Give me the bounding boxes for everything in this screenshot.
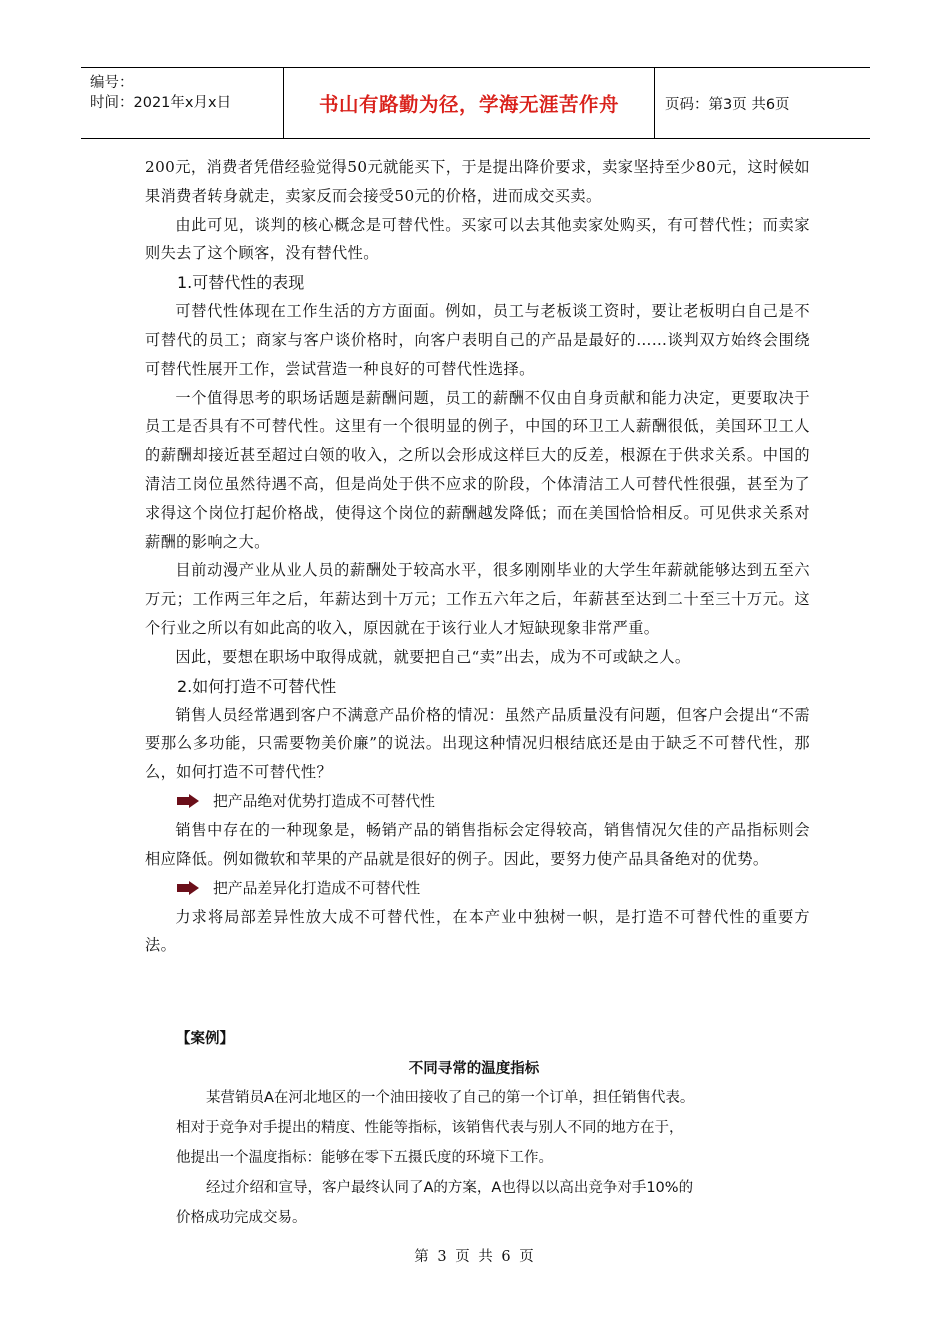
header-meta bbox=[81, 68, 284, 138]
case-line-5: 价格成功完成交易。 bbox=[176, 1210, 307, 1226]
case-line-3: 他提出一个温度指标：能够在零下五摄氏度的环境下工作。 bbox=[176, 1150, 553, 1166]
header-motto-cell bbox=[284, 68, 655, 138]
paragraph-3: 可替代性体现在工作生活的方方面面。例如，员工与老板谈工资时，要让老板明白自己是不可替代的员工；商家与客户谈价格时，向客户表明自己的产品是最好的……谈判双方始终会围绕可替代性展开工作，尝试营造一种良好的可替代性选择。 bbox=[145, 302, 810, 378]
dark-red-arrow-icon bbox=[177, 794, 199, 808]
case-body bbox=[176, 1083, 796, 1233]
case-line-2: 相对于竞争对手提出的精度、性能等指标，该销售代表与别人不同的地方在于， bbox=[176, 1120, 684, 1136]
case-line-4: 经过介绍和宣导，客户最终认同了A的方案，A也得以以高出竞争对手10%的 bbox=[206, 1180, 694, 1196]
header-page-cell bbox=[655, 68, 870, 138]
bullet-item-1 bbox=[145, 787, 810, 816]
case-line-1: 某营销员A在河北地区的一个油田接收了自己的第一个订单，担任销售代表。 bbox=[206, 1090, 695, 1106]
document-body bbox=[145, 153, 810, 960]
case-title: 不同寻常的温度指标 bbox=[408, 1061, 540, 1077]
bullet-item-2 bbox=[145, 874, 810, 903]
header-motto: 书山有路勤为径，学海无涯苦作舟 bbox=[318, 93, 619, 116]
paragraph-4: 一个值得思考的职场话题是薪酬问题，员工的薪酬不仅由自身贡献和能力决定，更要取决于员工是否具有不可替代性。这里有一个很明显的例子，中国的环卫工人薪酬很低，美国环卫工人的薪酬却接近甚至超过白领的收入，之所以会形成这样巨大的反差，根源在于供求关系。中国的清洁工岗位虽然待遇不高，但是尚处于供不应求的阶段，个体清洁工人可替代性很强，甚至为了求得这个岗位打起价格战，使得这个岗位的薪酬越发降低；而在美国恰恰相反。可见供求关系对薪酬的影响之大。 bbox=[145, 388, 810, 551]
case-tag: 【案例】 bbox=[176, 1031, 234, 1047]
paragraph-1: 200元，消费者凭借经验觉得50元就能买下，于是提出降价要求，卖家坚持至少80元，这时候如果消费者转身就走，卖家反而会接受50元的价格，进而成交买卖。 bbox=[145, 158, 810, 205]
paragraph-7: 销售人员经常遇到客户不满意产品价格的情况：虽然产品质量没有问题，但客户会提出“不需要那么多功能，只需要物美价廉”的说法。出现这种情况归根结底还是由于缺乏不可替代性，那么，如何打造不可替代性？ bbox=[145, 705, 810, 782]
section-heading-2: 2.如何打造不可替代性 bbox=[177, 676, 337, 696]
paragraph-6: 因此，要想在职场中取得成就，就要把自己“卖”出去，成为不可或缺之人。 bbox=[175, 647, 691, 666]
dark-red-arrow-icon bbox=[177, 881, 199, 895]
page-header bbox=[81, 67, 870, 139]
header-page-number: 页码：第3页 共6页 bbox=[665, 96, 790, 113]
page-footer: 第 3 页 共 6 页 bbox=[414, 1249, 536, 1265]
section-heading-1: 1.可替代性的表现 bbox=[177, 273, 305, 293]
paragraph-5: 目前动漫产业从业人员的薪酬处于较高水平，很多刚刚毕业的大学生年薪就能够达到五至六万元；工作两三年之后，年薪达到十万元；工作五六年之后，年薪甚至达到二十至三十万元。这个行业之所以有如此高的收入，原因就在于该行业人才短缺现象非常严重。 bbox=[145, 561, 810, 637]
header-time: 时间：2021年x月x日 bbox=[90, 95, 232, 111]
paragraph-9: 力求将局部差异性放大成不可替代性，在本产业中独树一帜，是打造不可替代性的重要方法。 bbox=[145, 907, 810, 955]
paragraph-2: 由此可见，谈判的核心概念是可替代性。买家可以去其他卖家处购买，有可替代性；而卖家则失去了这个顾客，没有替代性。 bbox=[145, 215, 810, 263]
bullet-text-2: 把产品差异化打造成不可替代性 bbox=[213, 879, 421, 897]
header-number: 编号： bbox=[90, 75, 134, 91]
paragraph-8: 销售中存在的一种现象是，畅销产品的销售指标会定得较高，销售情况欠佳的产品指标则会相应降低。例如微软和苹果的产品就是很好的例子。因此，要努力使产品具备绝对的优势。 bbox=[145, 820, 810, 868]
bullet-text-1: 把产品绝对优势打造成不可替代性 bbox=[213, 792, 435, 810]
